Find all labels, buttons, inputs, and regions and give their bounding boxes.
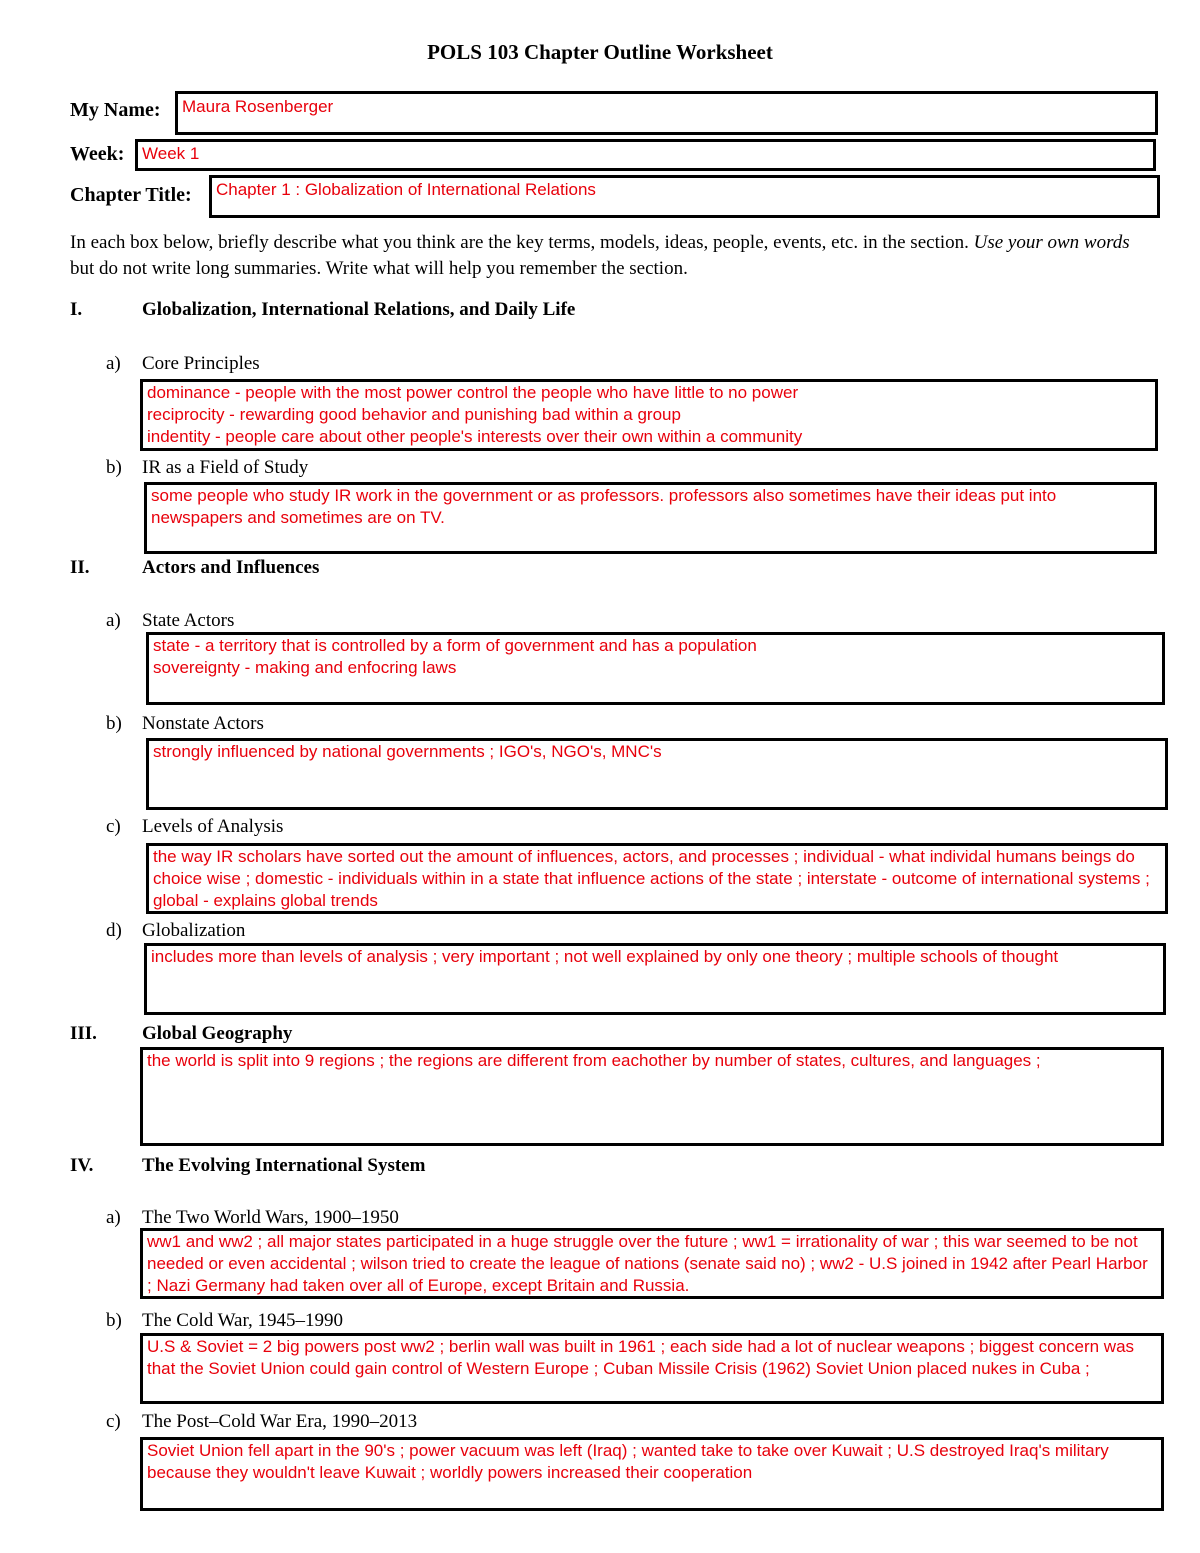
instructions-text-end: but do not write long summaries. Write what will help you remember the section. xyxy=(70,258,688,279)
section-numeral: IV. xyxy=(70,1155,94,1176)
answer-box[interactable] xyxy=(146,632,1165,705)
answer-text: the way IR scholars have sorted out the amount of influences, actors, and processes ; individual - what individal humans beings do choice wise ; domestic - individuals within in a state that influence actions of the state ; interstate - outcome of international systems ; global - explains global trends xyxy=(153,847,1150,910)
sub-letter: c) xyxy=(106,1411,121,1432)
answer-box[interactable] xyxy=(140,1047,1164,1146)
answer-text: Soviet Union fell apart in the 90's ; power vacuum was left (Iraq) ; wanted take to take over Kuwait ; U.S destroyed Iraq's military because they wouldn't leave Kuwait ; worldly powers increased their cooperation xyxy=(147,1441,1109,1482)
chapter-value: Chapter 1 : Globalization of International Relations xyxy=(216,180,596,199)
week-value: Week 1 xyxy=(142,144,200,163)
section-title: Globalization, International Relations, and Daily Life xyxy=(142,299,576,320)
sub-title: IR as a Field of Study xyxy=(142,457,309,478)
sub-title: The Cold War, 1945–1990 xyxy=(142,1310,344,1331)
answer-box[interactable] xyxy=(140,1228,1164,1299)
sub-title: State Actors xyxy=(142,610,235,631)
answer-text: U.S & Soviet = 2 big powers post ww2 ; berlin wall was built in 1961 ; each side had a lot of nuclear weapons ; biggest concern was that the Soviet Union could gain control of Western Europe ; Cuban Missile Crisis (1962) Soviet Union placed nukes in Cuba ; xyxy=(147,1337,1135,1378)
sub-title: Globalization xyxy=(142,920,246,941)
sub-letter: b) xyxy=(106,1310,122,1331)
section-numeral: II. xyxy=(70,557,90,578)
answer-box[interactable] xyxy=(140,379,1158,451)
sub-letter: a) xyxy=(106,1207,121,1228)
sub-title: Levels of Analysis xyxy=(142,816,284,837)
chapter-label: Chapter Title: xyxy=(70,184,192,206)
page-title: POLS 103 Chapter Outline Worksheet xyxy=(427,40,773,64)
sub-title: Core Principles xyxy=(142,353,260,374)
answer-box[interactable] xyxy=(146,738,1168,810)
answer-box[interactable] xyxy=(140,1333,1164,1404)
answer-text: state - a territory that is controlled by a form of government and has a population sovereignty - making and enfocring laws xyxy=(153,636,757,677)
sub-letter: b) xyxy=(106,457,122,478)
instructions-emphasis: Use your own words xyxy=(973,232,1130,253)
answer-box[interactable] xyxy=(144,943,1166,1015)
answer-text: some people who study IR work in the government or as professors. professors also sometimes have their ideas put into newspapers and sometimes are on TV. xyxy=(151,486,1057,527)
answer-box[interactable] xyxy=(144,482,1157,554)
name-value: Maura Rosenberger xyxy=(182,97,334,116)
instructions-text: In each box below, briefly describe what you think are the key terms, models, ideas, people, events, etc. in the section. xyxy=(70,232,974,253)
section-title: Global Geography xyxy=(142,1023,293,1044)
sub-letter: d) xyxy=(106,920,122,941)
section-title: The Evolving International System xyxy=(142,1155,426,1176)
section-title: Actors and Influences xyxy=(142,557,320,578)
week-label: Week: xyxy=(70,143,125,165)
instructions xyxy=(70,230,1150,282)
answer-box[interactable] xyxy=(146,843,1168,914)
answer-text: the world is split into 9 regions ; the regions are different from eachother by number of states, cultures, and languages ; xyxy=(147,1051,1041,1070)
section-numeral: I. xyxy=(70,299,83,320)
sub-title: The Post–Cold War Era, 1990–2013 xyxy=(142,1411,418,1432)
sub-letter: a) xyxy=(106,353,121,374)
sub-title: The Two World Wars, 1900–1950 xyxy=(142,1207,399,1228)
section-numeral: III. xyxy=(70,1023,97,1044)
name-field[interactable] xyxy=(175,91,1158,135)
sub-letter: c) xyxy=(106,816,121,837)
answer-text: ww1 and ww2 ; all major states participated in a huge struggle over the future ; ww1 = irrationality of war ; this war seemed to be not needed or even accidental ; wilson tried to create the league of nations (senate said no) ; ww2 - U.S joined in 1942 after Pearl Harbor ; Nazi Germany had taken over all of Europe, except Britain and Russia. xyxy=(147,1232,1148,1295)
answer-text: includes more than levels of analysis ; very important ; not well explained by only one theory ; multiple schools of thought xyxy=(151,947,1059,966)
answer-box[interactable] xyxy=(140,1437,1164,1511)
week-field[interactable] xyxy=(135,139,1156,171)
sub-title: Nonstate Actors xyxy=(142,713,264,734)
name-label: My Name: xyxy=(70,99,161,121)
chapter-field[interactable] xyxy=(209,175,1160,218)
sub-letter: b) xyxy=(106,713,122,734)
answer-text: dominance - people with the most power control the people who have little to no power reciprocity - rewarding good behavior and punishing bad within a group indentity - people care about other people's interests over their own within a community xyxy=(147,383,803,446)
answer-text: strongly influenced by national governments ; IGO's, NGO's, MNC's xyxy=(153,742,662,761)
sub-letter: a) xyxy=(106,610,121,631)
